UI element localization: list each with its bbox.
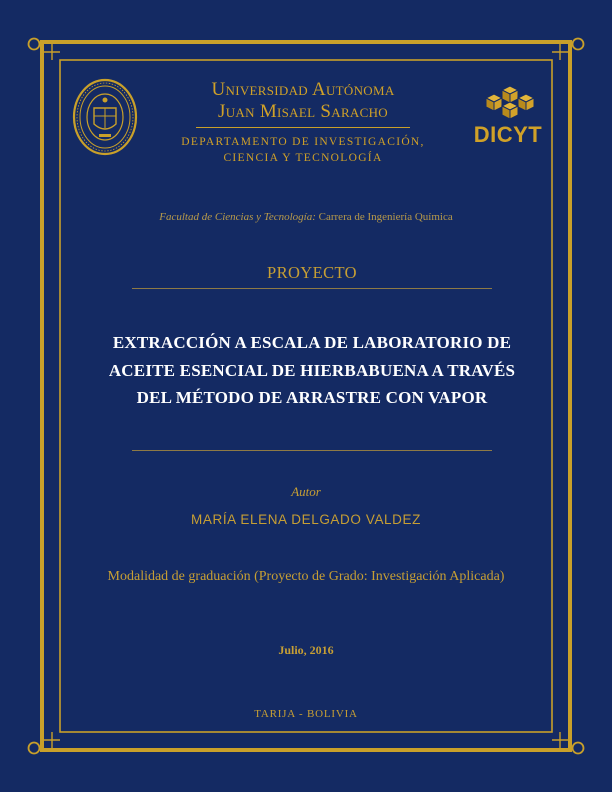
location: TARIJA - BOLIVIA bbox=[254, 708, 358, 720]
project-title bbox=[70, 329, 554, 412]
career-name: Carrera de Ingeniería Química bbox=[318, 211, 453, 223]
faculty-line bbox=[80, 210, 532, 224]
date: Julio, 2016 bbox=[278, 643, 334, 657]
dicyt-logo-text: DICYT bbox=[473, 122, 543, 147]
university-name-line1: Universidad Autónoma bbox=[211, 79, 395, 100]
title-line-3: DEL MÉTODO DE ARRASTRE CON VAPOR bbox=[136, 388, 488, 407]
title-line-1: EXTRACCIÓN A ESCALA DE LABORATORIO DE bbox=[112, 333, 512, 352]
university-divider bbox=[196, 127, 410, 128]
graduation-modality: Modalidad de graduación (Proyecto de Grado: Investigación Aplicada) bbox=[107, 569, 505, 584]
author-name: MARÍA ELENA DELGADO VALDEZ bbox=[191, 512, 421, 527]
department-name-line2: CIENCIA Y TECNOLOGÍA bbox=[223, 152, 383, 164]
university-seal-icon bbox=[72, 78, 138, 156]
university-name-line2: Juan Misael Saracho bbox=[218, 101, 388, 122]
author-label: Autor bbox=[291, 484, 321, 499]
document-type: PROYECTO bbox=[267, 263, 357, 282]
faculty-name: Facultad de Ciencias y Tecnología: bbox=[159, 211, 316, 223]
department-name-line1: DEPARTAMENTO DE INVESTIGACIÓN, bbox=[181, 136, 425, 148]
divider-top bbox=[132, 288, 492, 289]
title-line-2: ACEITE ESENCIAL DE HIERBABUENA A TRAVÉS bbox=[108, 360, 516, 380]
dicyt-cubes-icon bbox=[478, 80, 540, 122]
divider-bottom bbox=[132, 450, 492, 451]
